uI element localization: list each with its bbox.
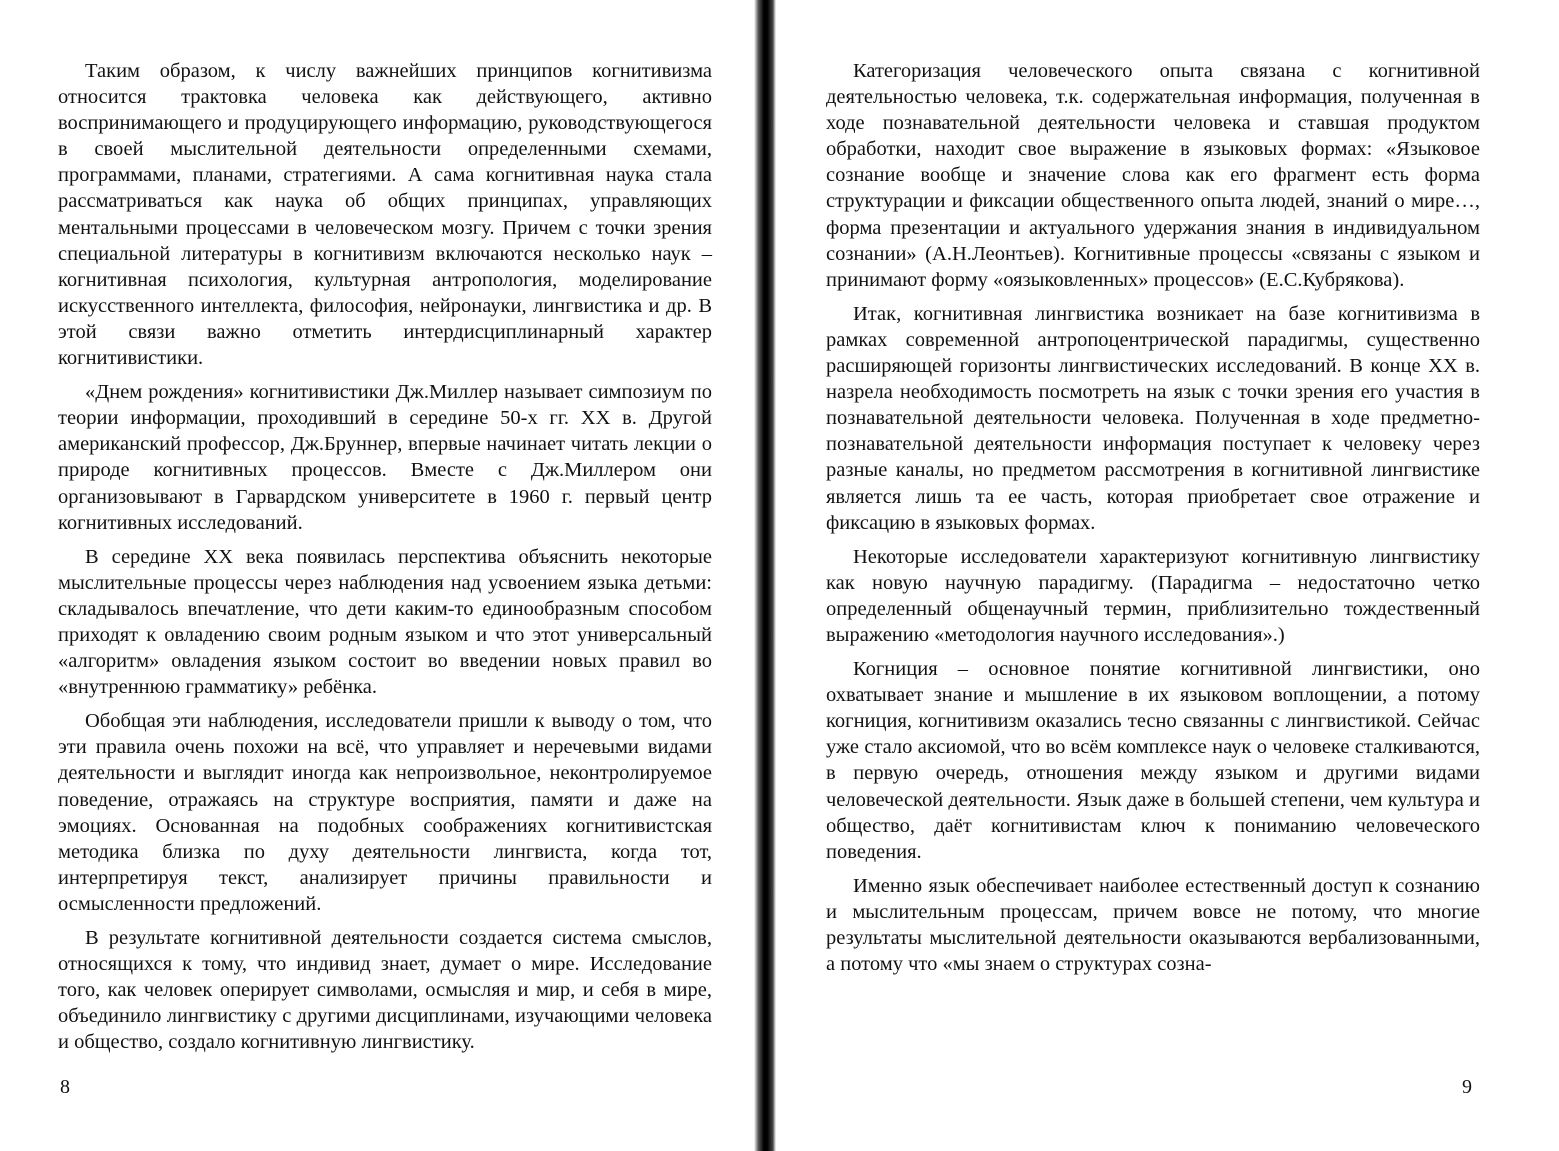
paragraph: Некоторые исследователи характеризуют когнитивную лингвистику как новую научную парадигму. (Парадигма – недостаточно четко определенный общенаучный термин, приблизительно тождественный выражению «методология научного исследования».): [826, 545, 1480, 646]
paragraph: Категоризация человеческого опыта связана с когнитивной деятельностью человека, т.к. содержательная информация, полученная в ходе познавательной деятельности человека и ставшая продуктом обработки, находит свое выражение в языковых формах: «Языковое сознание вообще и значение слова как его фрагмент есть форма структурации и фиксации общественного опыта людей, знаний о мире…, форма презентации и актуального удержания знания в индивидуальном сознании» (А.Н.Леонтьев). Когнитивные процессы «связаны с языком и принимают форму «оязыковленных» процессов» (Е.С.Кубрякова).: [826, 60, 1480, 291]
paragraph: Именно язык обеспечивает наиболее естественный доступ к сознанию и мыслительным процессам, причем вовсе не потому, что многие результаты мыслительной деятельности оказываются вербализованными, а потому что «мы знаем о структурах созна-: [826, 874, 1480, 976]
paragraph: Когниция – основное понятие когнитивной лингвистики, оно охватывает знание и мышление в их языковом воплощении, а потому когниция, когнитивизм оказались тесно связанны с лингвистикой. Сейчас уже стало аксиомой, что во всём комплексе наук о человеке сталкиваются, в первую очередь, отношения между языком и другими видами человеческой деятельности. Язык даже в большей степени, чем культура и общество, даёт когнитивистам ключ к пониманию человеческого поведения.: [826, 658, 1480, 863]
left-page: [58, 58, 712, 1063]
paragraph: «Днем рождения» когнитивистики Дж.Миллер называет симпозиум по теории информации, проходивший в середине 50-х гг. XX в. Другой американский профессор, Дж.Бруннер, впервые начинает читать лекции о природе когнитивных процессов. Вместе с Дж.Миллером они организовывают в Гарвардском университете в 1960 г. первый центр когнитивных исследований.: [58, 381, 712, 534]
right-page: [826, 58, 1480, 985]
paragraph: В результате когнитивной деятельности создается система смыслов, относящихся к тому, что индивид знает, думает о мире. Исследование того, как человек оперирует символами, осмысляя и мир, и себя в мире, объединило лингвистику с другими дисциплинами, изучающими человека и общество, создало когнитивную лингвистику.: [58, 927, 712, 1054]
book-gutter: [754, 0, 776, 1151]
paragraph: Обобщая эти наблюдения, исследователи пришли к выводу о том, что эти правила очень похожи на всё, что управляет и неречевыми видами деятельности и выглядит иногда как непроизвольное, неконтролируемое поведение, отражаясь на структуре восприятия, памяти и даже на эмоциях. Основанная на подобных соображениях когнитивистская методика близка по духу деятельности лингвиста, когда тот, интерпретируя текст, анализирует причины правильности и осмысленности предложений.: [58, 710, 712, 915]
paragraph: Таким образом, к числу важнейших принципов когнитивизма относится трактовка человека как действующего, активно воспринимающего и продуцирующего информацию, руководствующегося в своей мыслительной деятельности определенными схемами, программами, планами, стратегиями. А сама когнитивная наука стала рассматриваться как наука об общих принципах, управляющих ментальными процессами в человеческом мозгу. Причем с точки зрения специальной литературы в когнитивизм включаются несколько наук – когнитивная психология, культурная антропология, моделирование искусственного интеллекта, философия, нейронауки, лингвистика и др. В этой связи важно отметить интердисциплинарный характер когнитивистики.: [58, 60, 712, 370]
paragraph: Итак, когнитивная лингвистика возникает на базе когнитивизма в рамках современной антропоцентрической парадигмы, существенно расширяющей горизонты лингвистических исследований. В конце XX в. назрела необходимость посмотреть на язык с точки зрения его участия в познавательной деятельности человека. Полученная в ходе предметно-познавательной деятельности информация поступает к человеку через разные каналы, но предметом рассмотрения в когнитивной лингвистике является лишь та ее часть, которая приобретает свое отражение и фиксацию в языковых формах.: [826, 302, 1480, 534]
page-number-right: 9: [1462, 1076, 1472, 1098]
page-number-left: 8: [60, 1076, 70, 1098]
paragraph: В середине XX века появилась перспектива объяснить некоторые мыслительные процессы через наблюдения над усвоением языка детьми: складывалось впечатление, что дети каким-то единообразным способом приходят к овладению своим родным языком и что этот универсальный «алгоритм» овладения языком состоит во введении новых правил во «внутреннюю грамматику» ребёнка.: [58, 545, 712, 699]
